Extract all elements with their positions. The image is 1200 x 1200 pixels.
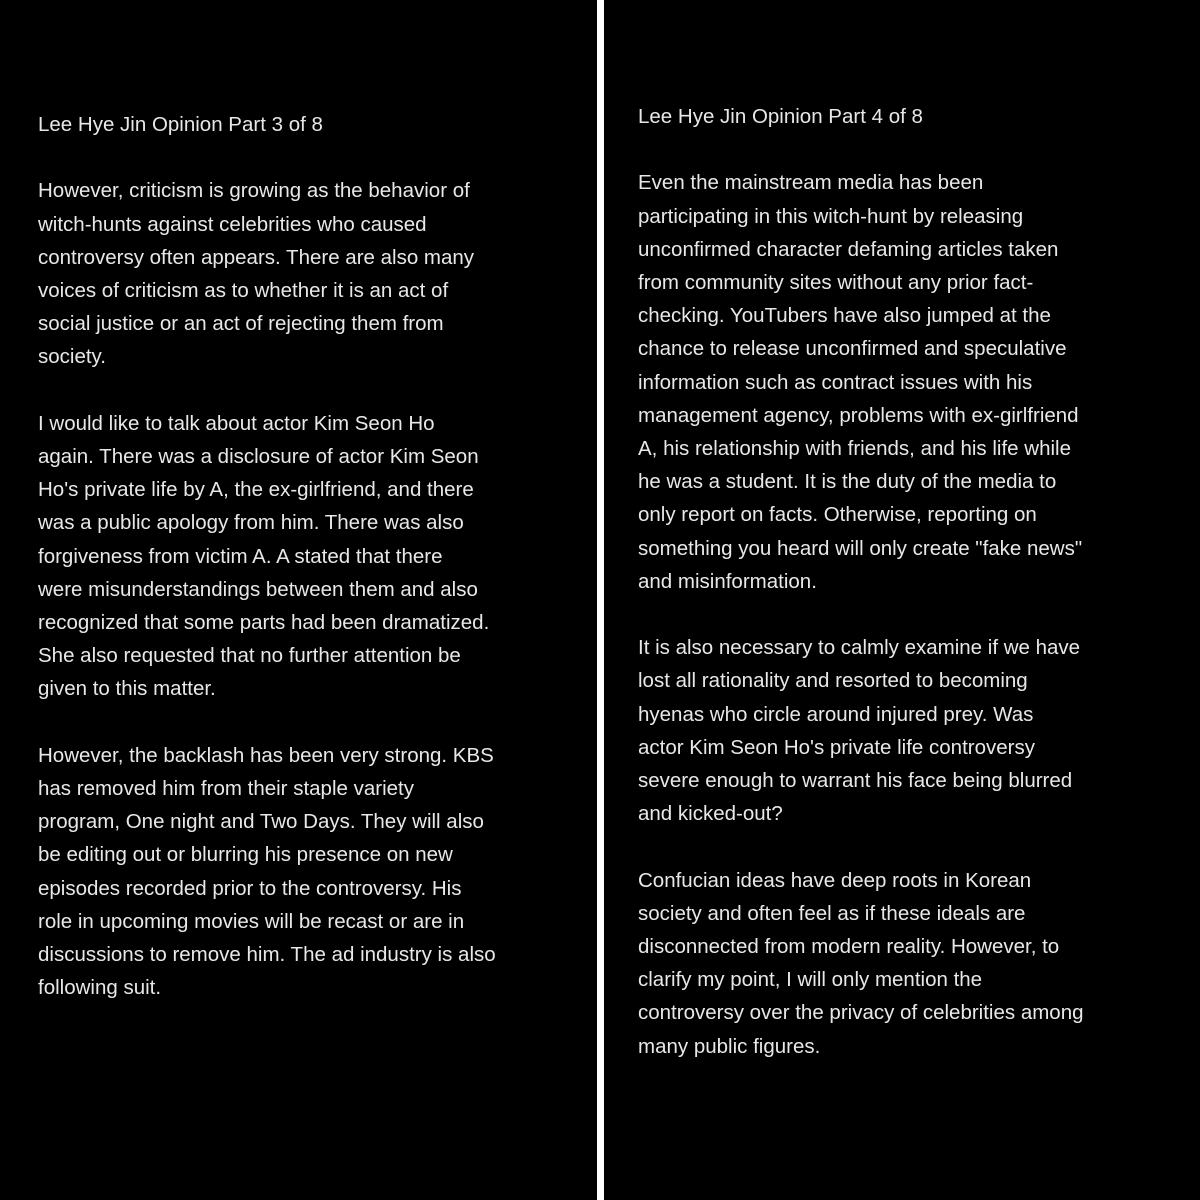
note-title-part-4: Lee Hye Jin Opinion Part 4 of 8	[638, 105, 923, 128]
note-panel-part-3	[0, 0, 597, 1200]
text-line: role in upcoming movies will be recast or are in	[38, 909, 465, 933]
text-line: episodes recorded prior to the controversy. His	[38, 876, 462, 900]
text-line: witch-hunts against celebrities who caused	[38, 212, 427, 236]
text-line: has removed him from their staple variety	[38, 777, 414, 801]
text-line: and misinformation.	[638, 569, 817, 593]
text-line: be editing out or blurring his presence on new	[38, 843, 453, 867]
text-line: She also requested that no further attention be	[38, 644, 461, 668]
paragraph-2	[638, 631, 1180, 830]
text-line: I would like to talk about actor Kim Seon Ho	[38, 411, 435, 435]
text-line: controversy over the privacy of celebrities among	[638, 1001, 1084, 1025]
text-line: society and often feel as if these ideals are	[638, 901, 1026, 925]
text-line: However, the backlash has been very strong. KBS	[38, 743, 494, 767]
text-line: hyenas who circle around injured prey. Was	[638, 702, 1034, 726]
text-line: following suit.	[38, 976, 162, 1000]
paragraph-3	[38, 739, 577, 1005]
text-line: forgiveness from victim A. A stated that there	[38, 544, 443, 568]
text-line: A, his relationship with friends, and his life while	[638, 437, 1071, 461]
text-line: chance to release unconfirmed and speculative	[638, 337, 1067, 361]
text-line: recognized that some parts had been dramatized.	[38, 611, 490, 635]
text-line: However, criticism is growing as the behavior of	[38, 179, 470, 203]
text-line: many public figures.	[638, 1034, 821, 1058]
paragraph-1	[638, 166, 1180, 598]
text-line: Confucian ideas have deep roots in Korean	[638, 868, 1032, 892]
text-line: unconfirmed character defaming articles taken	[638, 237, 1059, 261]
text-line: It is also necessary to calmly examine if we have	[638, 636, 1081, 660]
text-line: something you heard will only create "fake news"	[638, 536, 1083, 560]
text-line: was a public apology from him. There was also	[38, 511, 464, 535]
text-line: controversy often appears. There are also many	[38, 245, 475, 269]
text-line: were misunderstandings between them and also	[38, 577, 478, 601]
text-line: program, One night and Two Days. They will also	[38, 810, 484, 834]
note-panel-part-4	[604, 0, 1200, 1200]
text-line: Ho's private life by A, the ex-girlfriend, and there	[38, 478, 474, 502]
paragraph-2	[38, 407, 577, 706]
text-line: management agency, problems with ex-girlfriend	[638, 403, 1079, 427]
text-line: clarify my point, I will only mention the	[638, 968, 983, 992]
text-line: again. There was a disclosure of actor Kim Seon	[38, 445, 479, 468]
note-title-part-3: Lee Hye Jin Opinion Part 3 of 8	[38, 113, 323, 136]
paragraph-1	[38, 174, 577, 373]
text-line: voices of criticism as to whether it is an act of	[38, 279, 449, 302]
text-line: from community sites without any prior fact-	[638, 271, 1034, 294]
text-line: discussions to remove him. The ad industry is also	[38, 943, 496, 967]
text-line: he was a student. It is the duty of the media to	[638, 470, 1057, 494]
text-line: actor Kim Seon Ho's private life controversy	[638, 735, 1035, 759]
text-line: checking. YouTubers have also jumped at the	[638, 304, 1051, 328]
text-line: information such as contract issues with his	[638, 370, 1033, 394]
text-line: social justice or an act of rejecting them from	[38, 312, 444, 336]
text-line: given to this matter.	[38, 677, 216, 701]
text-line: and kicked-out?	[638, 802, 783, 826]
text-line: disconnected from modern reality. However, to	[638, 935, 1060, 959]
text-line: lost all rationality and resorted to becoming	[638, 669, 1028, 693]
text-line: only report on facts. Otherwise, reporting on	[638, 503, 1037, 527]
text-line: severe enough to warrant his face being blurred	[638, 769, 1073, 793]
text-line: society.	[38, 345, 106, 369]
text-line: Even the mainstream media has been	[638, 171, 984, 195]
paragraph-3	[638, 864, 1180, 1063]
text-line: participating in this witch-hunt by releasing	[638, 204, 1024, 228]
